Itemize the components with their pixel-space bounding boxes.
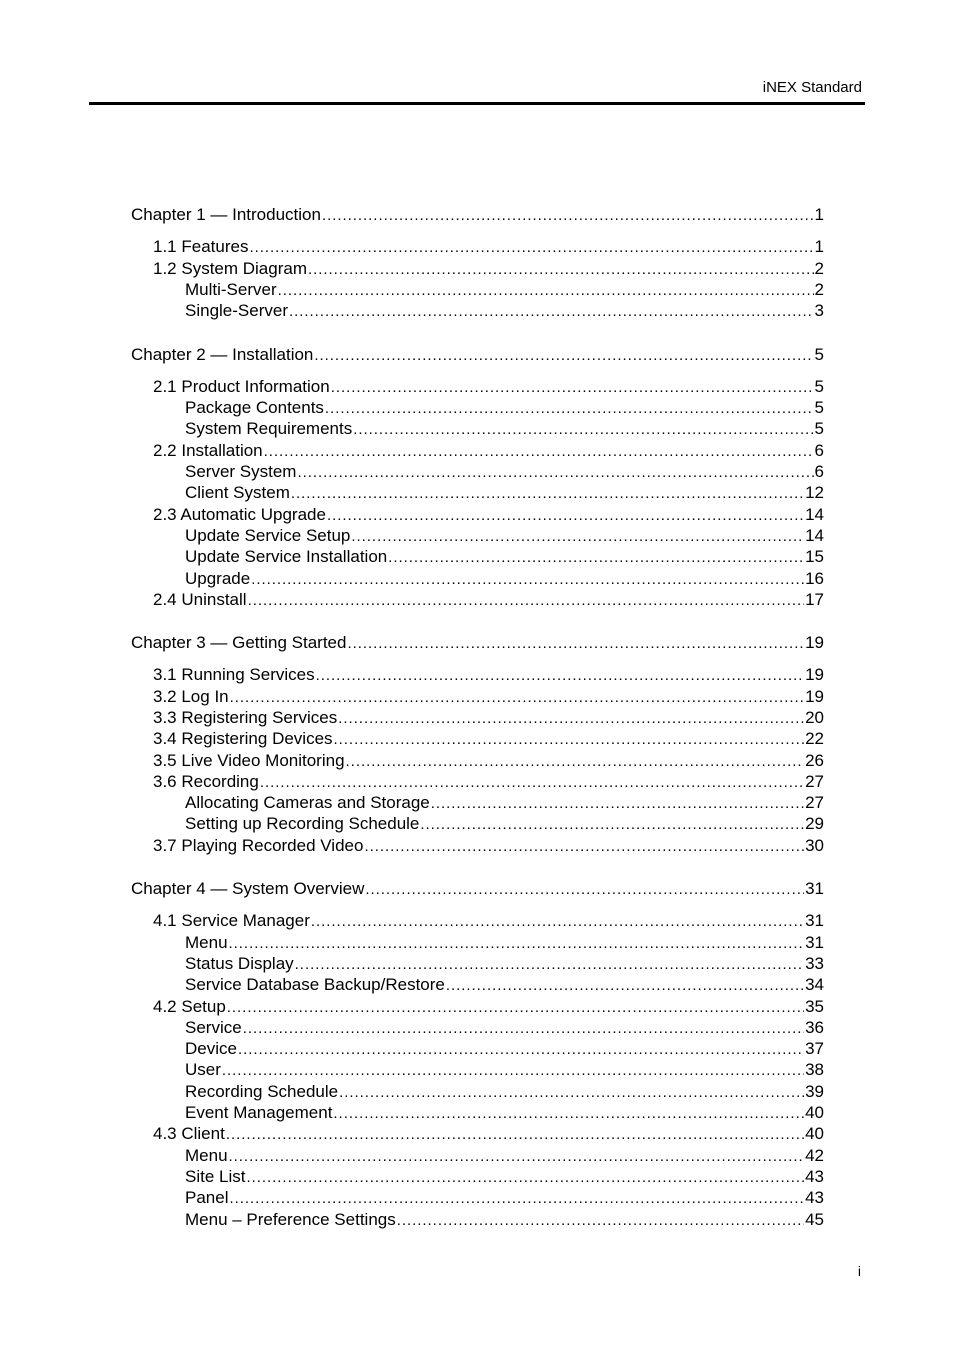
- toc-entry-title: Device: [185, 1039, 237, 1058]
- toc-entry-title: Upgrade: [185, 569, 251, 588]
- toc-dot-leader: [365, 879, 804, 901]
- toc-entry-page: 33: [805, 954, 824, 973]
- toc-chapter-entry[interactable]: [131, 632, 824, 654]
- toc-subsection-entry[interactable]: [185, 1081, 824, 1103]
- toc-dot-leader: [230, 687, 804, 709]
- toc-dot-leader: [246, 1167, 804, 1189]
- toc-dot-leader: [278, 280, 814, 302]
- toc-entry-page: 31: [805, 911, 824, 930]
- toc-dot-leader: [420, 814, 804, 836]
- toc-entry-page: 6: [814, 462, 824, 481]
- toc-entry-title: 4.3 Client: [153, 1124, 225, 1143]
- toc-entry-page: 40: [805, 1124, 824, 1143]
- toc-entry-title: Site List: [185, 1167, 246, 1186]
- toc-entry-title: Chapter 2 — Installation: [131, 345, 314, 364]
- toc-entry-title: 3.3 Registering Services: [153, 708, 338, 727]
- toc-dot-leader: [229, 1146, 805, 1168]
- toc-dot-leader: [364, 836, 804, 858]
- toc-dot-leader: [297, 462, 813, 484]
- toc-entry-page: 5: [814, 419, 824, 438]
- toc-entry-page: 19: [805, 665, 824, 684]
- toc-section-entry[interactable]: [153, 686, 824, 708]
- toc-entry-page: 1: [814, 237, 824, 256]
- toc-entry-title: 3.2 Log In: [153, 687, 229, 706]
- toc-entry-page: 19: [805, 633, 824, 652]
- toc-entry-title: Chapter 4 — System Overview: [131, 879, 365, 898]
- toc-section-entry[interactable]: [153, 910, 824, 932]
- toc-dot-leader: [260, 772, 804, 794]
- toc-entry-page: 36: [805, 1018, 824, 1037]
- toc-dot-leader: [346, 751, 805, 773]
- toc-dot-leader: [248, 590, 805, 612]
- toc-entry-title: Menu: [185, 933, 228, 952]
- toc-entry-title: Setting up Recording Schedule: [185, 814, 420, 833]
- toc-entry-page: 3: [814, 301, 824, 320]
- toc-entry-page: 26: [805, 751, 824, 770]
- toc-dot-leader: [322, 205, 814, 227]
- toc-entry-page: 27: [805, 772, 824, 791]
- toc-entry-title: Allocating Cameras and Storage: [185, 793, 430, 812]
- toc-section-entry[interactable]: [153, 1123, 824, 1145]
- toc-dot-leader: [249, 237, 813, 259]
- toc-entry-page: 15: [805, 547, 824, 566]
- toc-dot-leader: [325, 398, 814, 420]
- toc-dot-leader: [316, 665, 804, 687]
- toc-entry-page: 19: [805, 687, 824, 706]
- toc-entry-page: 20: [805, 708, 824, 727]
- toc-section-entry[interactable]: [153, 589, 824, 611]
- toc-entry-page: 42: [805, 1146, 824, 1165]
- toc-section-entry[interactable]: [153, 996, 824, 1018]
- toc-entry-page: 37: [805, 1039, 824, 1058]
- toc-subsection-entry[interactable]: [185, 1017, 824, 1039]
- toc-entry-title: Status Display: [185, 954, 294, 973]
- toc-dot-leader: [226, 1124, 804, 1146]
- toc-entry-title: Chapter 3 — Getting Started: [131, 633, 347, 652]
- toc-dot-leader: [308, 259, 814, 281]
- toc-chapter-entry[interactable]: [131, 878, 824, 900]
- toc-subsection-entry[interactable]: [185, 813, 824, 835]
- toc-subsection-entry[interactable]: [185, 461, 824, 483]
- toc-subsection-entry[interactable]: [185, 279, 824, 301]
- toc-subsection-entry[interactable]: [185, 482, 824, 504]
- toc-entry-title: Event Management: [185, 1103, 333, 1122]
- toc-entry-title: Multi-Server: [185, 280, 277, 299]
- toc-dot-leader: [251, 569, 804, 591]
- toc-entry-title: 1.1 Features: [153, 237, 249, 256]
- toc-dot-leader: [388, 547, 804, 569]
- toc-entry-title: User: [185, 1060, 221, 1079]
- toc-dot-leader: [222, 1060, 804, 1082]
- toc-entry-page: 14: [805, 526, 824, 545]
- toc-dot-leader: [311, 911, 804, 933]
- toc-entry-title: 3.5 Live Video Monitoring: [153, 751, 345, 770]
- toc-subsection-entry[interactable]: [185, 300, 824, 322]
- toc-section-entry[interactable]: [153, 771, 824, 793]
- toc-entry-page: 38: [805, 1060, 824, 1079]
- toc-entry-title: 4.2 Setup: [153, 997, 226, 1016]
- toc-entry-page: 31: [805, 933, 824, 952]
- toc-entry-page: 31: [805, 879, 824, 898]
- toc-entry-title: 2.2 Installation: [153, 441, 263, 460]
- toc-subsection-entry[interactable]: [185, 1187, 824, 1209]
- toc-dot-leader: [334, 729, 805, 751]
- toc-entry-title: Service Database Backup/Restore: [185, 975, 445, 994]
- toc-dot-leader: [264, 441, 814, 463]
- toc-entry-page: 34: [805, 975, 824, 994]
- toc-section-entry[interactable]: [153, 376, 824, 398]
- toc-entry-page: 12: [805, 483, 824, 502]
- toc-entry-title: 2.3 Automatic Upgrade: [153, 505, 326, 524]
- toc-dot-leader: [291, 483, 804, 505]
- toc-section-entry[interactable]: [153, 750, 824, 772]
- toc-entry-title: 3.7 Playing Recorded Video: [153, 836, 364, 855]
- toc-subsection-entry[interactable]: [185, 418, 824, 440]
- toc-section-entry[interactable]: [153, 258, 824, 280]
- toc-entry-page: 22: [805, 729, 824, 748]
- toc-entry-title: Single-Server: [185, 301, 288, 320]
- toc-entry-title: System Requirements: [185, 419, 353, 438]
- toc-entry-page: 40: [805, 1103, 824, 1122]
- toc-dot-leader: [446, 975, 804, 997]
- toc-subsection-entry[interactable]: [185, 1166, 824, 1188]
- toc-entry-title: 3.4 Registering Devices: [153, 729, 333, 748]
- toc-entry-page: 29: [805, 814, 824, 833]
- toc-entry-title: Menu – Preference Settings: [185, 1210, 396, 1229]
- toc-dot-leader: [295, 954, 804, 976]
- toc-entry-page: 17: [805, 590, 824, 609]
- toc-subsection-entry[interactable]: [185, 1145, 824, 1167]
- toc-entry-title: 2.4 Uninstall: [153, 590, 247, 609]
- toc-dot-leader: [331, 377, 814, 399]
- toc-entry-title: Update Service Installation: [185, 547, 388, 566]
- toc-entry-title: Client System: [185, 483, 290, 502]
- toc-entry-title: 1.2 System Diagram: [153, 259, 307, 278]
- toc-dot-leader: [289, 301, 814, 323]
- toc-subsection-entry[interactable]: [185, 1059, 824, 1081]
- toc-entry-title: Recording Schedule: [185, 1082, 339, 1101]
- toc-subsection-entry[interactable]: [185, 568, 824, 590]
- toc-entry-title: Service: [185, 1018, 242, 1037]
- toc-section-entry[interactable]: [153, 728, 824, 750]
- toc-dot-leader: [347, 633, 804, 655]
- toc-section-entry[interactable]: [153, 707, 824, 729]
- toc-chapter-entry[interactable]: [131, 344, 824, 366]
- toc-entry-page: 5: [814, 377, 824, 396]
- toc-dot-leader: [338, 708, 804, 730]
- toc-dot-leader: [333, 1103, 804, 1125]
- toc-entry-page: 5: [814, 398, 824, 417]
- toc-section-entry[interactable]: [153, 440, 824, 462]
- toc-entry-title: 2.1 Product Information: [153, 377, 330, 396]
- toc-entry-title: Package Contents: [185, 398, 324, 417]
- toc-dot-leader: [339, 1082, 804, 1104]
- toc-dot-leader: [431, 793, 804, 815]
- toc-section-entry[interactable]: [153, 236, 824, 258]
- header-rule: [89, 102, 865, 105]
- toc-entry-page: 6: [814, 441, 824, 460]
- toc-subsection-entry[interactable]: [185, 974, 824, 996]
- toc-entry-page: 14: [805, 505, 824, 524]
- toc-dot-leader: [327, 505, 804, 527]
- toc-subsection-entry[interactable]: [185, 932, 824, 954]
- toc-dot-leader: [353, 419, 813, 441]
- toc-dot-leader: [314, 345, 813, 367]
- toc-subsection-entry[interactable]: [185, 546, 824, 568]
- toc-section-entry[interactable]: [153, 835, 824, 857]
- toc-entry-page: 27: [805, 793, 824, 812]
- toc-dot-leader: [229, 933, 805, 955]
- toc-dot-leader: [243, 1018, 804, 1040]
- toc-entry-page: 2: [814, 280, 824, 299]
- toc-entry-page: 16: [805, 569, 824, 588]
- page-number: i: [857, 1263, 861, 1279]
- toc-section-entry[interactable]: [153, 664, 824, 686]
- toc-subsection-entry[interactable]: [185, 1038, 824, 1060]
- toc-entry-title: Server System: [185, 462, 297, 481]
- toc-subsection-entry[interactable]: [185, 397, 824, 419]
- toc-entry-title: 4.1 Service Manager: [153, 911, 310, 930]
- running-header-title: iNEX Standard: [762, 79, 862, 96]
- toc-subsection-entry[interactable]: [185, 953, 824, 975]
- toc-entry-page: 35: [805, 997, 824, 1016]
- toc-entry-title: 3.6 Recording: [153, 772, 259, 791]
- toc-dot-leader: [351, 526, 804, 548]
- toc-entry-page: 43: [805, 1188, 824, 1207]
- toc-entry-page: 30: [805, 836, 824, 855]
- toc-section-entry[interactable]: [153, 504, 824, 526]
- toc-entry-page: 39: [805, 1082, 824, 1101]
- toc-entry-title: 3.1 Running Services: [153, 665, 315, 684]
- toc-entry-page: 1: [814, 205, 824, 224]
- toc-dot-leader: [238, 1039, 804, 1061]
- toc-entry-title: Panel: [185, 1188, 229, 1207]
- toc-entry-page: 43: [805, 1167, 824, 1186]
- toc-entry-title: Chapter 1 — Introduction: [131, 205, 321, 224]
- toc-subsection-entry[interactable]: [185, 792, 824, 814]
- toc-entry-page: 45: [805, 1210, 824, 1229]
- toc-chapter-entry[interactable]: [131, 204, 824, 226]
- toc-subsection-entry[interactable]: [185, 525, 824, 547]
- toc-entry-title: Update Service Setup: [185, 526, 351, 545]
- toc-subsection-entry[interactable]: [185, 1102, 824, 1124]
- toc-entry-page: 5: [814, 345, 824, 364]
- toc-entry-title: Menu: [185, 1146, 228, 1165]
- toc-dot-leader: [229, 1188, 804, 1210]
- toc-entry-page: 2: [814, 259, 824, 278]
- toc-subsection-entry[interactable]: [185, 1209, 824, 1231]
- toc-dot-leader: [397, 1210, 804, 1232]
- toc-dot-leader: [227, 997, 804, 1019]
